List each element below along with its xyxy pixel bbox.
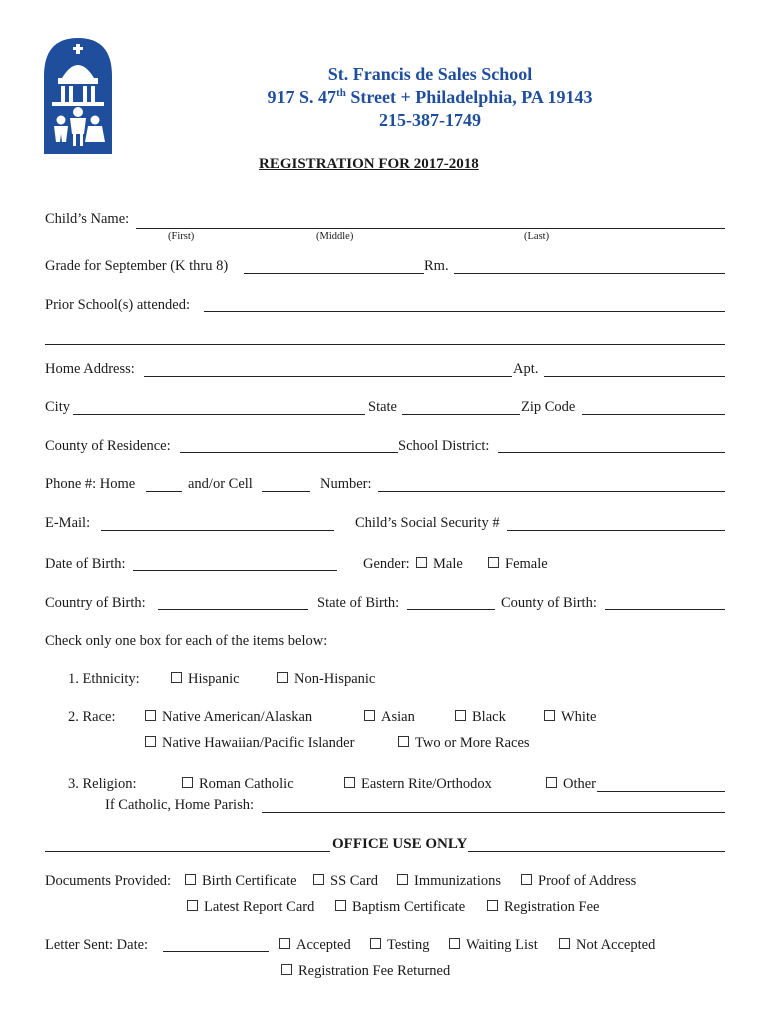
gender-label: Gender:	[363, 556, 410, 572]
school-logo-graphic	[44, 38, 112, 154]
doc-option-birth-certificate[interactable]	[185, 873, 297, 890]
non-hispanic-checkbox[interactable]	[277, 672, 288, 683]
latest-report-card-label: Latest Report Card	[204, 899, 315, 915]
birth-certificate-label: Birth Certificate	[202, 873, 297, 889]
male-checkbox[interactable]	[416, 557, 427, 568]
school-phone: 215-387-1749	[379, 110, 481, 130]
state-birth-field[interactable]	[407, 609, 495, 610]
grade-label: Grade for September (K thru 8)	[45, 258, 229, 274]
gender-female-option[interactable]	[488, 556, 548, 573]
native-hawaiian-label: Native Hawaiian/Pacific Islander	[162, 735, 355, 751]
ethnicity-option-non-hispanic[interactable]	[277, 671, 375, 688]
school-district-field[interactable]	[498, 452, 725, 453]
phone-home-field[interactable]	[146, 491, 182, 492]
address-prefix: 917 S. 47	[267, 87, 337, 107]
home-parish-field[interactable]	[262, 812, 725, 813]
birth-certificate-checkbox[interactable]	[185, 874, 196, 885]
asian-checkbox[interactable]	[364, 710, 375, 721]
letter-option-waiting-list[interactable]	[449, 937, 538, 954]
testing-checkbox[interactable]	[370, 938, 381, 949]
non-hispanic-label: Non-Hispanic	[294, 671, 376, 687]
apt-field[interactable]	[544, 376, 725, 377]
race-option-two-or-more[interactable]	[398, 735, 530, 752]
city-label: City	[45, 399, 70, 415]
roman-catholic-label: Roman Catholic	[199, 776, 294, 792]
home-address-label: Home Address:	[45, 361, 135, 377]
hispanic-checkbox[interactable]	[171, 672, 182, 683]
form-title: REGISTRATION FOR 2017-2018	[259, 156, 479, 172]
doc-option-baptism-certificate[interactable]	[335, 899, 465, 916]
first-name-caption: (First)	[168, 231, 195, 242]
country-birth-field[interactable]	[158, 609, 308, 610]
religion-option-eastern-rite[interactable]	[344, 776, 492, 793]
black-checkbox[interactable]	[455, 710, 466, 721]
two-or-more-checkbox[interactable]	[398, 736, 409, 747]
not-accepted-label: Not Accepted	[576, 937, 656, 953]
ss-card-checkbox[interactable]	[313, 874, 324, 885]
cell-field[interactable]	[262, 491, 310, 492]
latest-report-card-checkbox[interactable]	[187, 900, 198, 911]
other-label: Other	[563, 776, 597, 792]
email-label: E-Mail:	[45, 515, 91, 531]
email-field[interactable]	[101, 530, 334, 531]
two-or-more-label: Two or More Races	[415, 735, 530, 751]
gender-male-option[interactable]	[416, 556, 463, 573]
race-option-native-american[interactable]	[145, 709, 312, 726]
fee-returned-label: Registration Fee Returned	[298, 963, 451, 979]
office-divider-left	[45, 851, 330, 852]
school-address	[150, 87, 710, 108]
proof-of-address-checkbox[interactable]	[521, 874, 532, 885]
fee-returned-checkbox[interactable]	[281, 964, 292, 975]
baptism-certificate-label: Baptism Certificate	[352, 899, 466, 915]
cell-label: and/or Cell	[188, 476, 253, 492]
apt-label: Apt.	[513, 361, 539, 377]
zip-label: Zip Code	[521, 399, 576, 415]
letter-sent-label: Letter Sent: Date:	[45, 937, 149, 953]
race-option-white[interactable]	[544, 709, 596, 726]
race-option-black[interactable]	[455, 709, 506, 726]
letter-option-fee-returned[interactable]	[281, 963, 450, 980]
dob-label: Date of Birth:	[45, 556, 126, 572]
room-label: Rm.	[424, 258, 449, 274]
waiting-list-label: Waiting List	[466, 937, 538, 953]
doc-option-registration-fee[interactable]	[487, 899, 599, 916]
office-divider-right	[468, 851, 725, 852]
middle-name-caption: (Middle)	[316, 231, 354, 242]
letter-date-field[interactable]	[163, 951, 269, 952]
letter-option-accepted[interactable]	[279, 937, 351, 954]
proof-of-address-label: Proof of Address	[538, 873, 637, 889]
asian-label: Asian	[381, 709, 415, 725]
childs-name-field[interactable]	[136, 228, 725, 229]
address-superscript: th	[336, 87, 346, 99]
doc-option-latest-report-card[interactable]	[187, 899, 314, 916]
city-field[interactable]	[73, 414, 365, 415]
white-label: White	[561, 709, 597, 725]
other-checkbox[interactable]	[546, 777, 557, 788]
childs-name-label: Child’s Name:	[45, 211, 130, 227]
race-label: 2. Race:	[68, 709, 116, 725]
school-district-label: School District:	[398, 438, 490, 454]
office-use-title: OFFICE USE ONLY	[332, 836, 468, 852]
ethnicity-label: 1. Ethnicity:	[68, 671, 140, 687]
ssn-field[interactable]	[507, 530, 725, 531]
female-label: Female	[505, 556, 548, 572]
registration-fee-label: Registration Fee	[504, 899, 600, 915]
male-label: Male	[433, 556, 463, 572]
county-birth-label: County of Birth:	[501, 595, 597, 611]
dob-field[interactable]	[133, 570, 337, 571]
prior-school-field-2[interactable]	[45, 344, 725, 345]
religion-option-roman-catholic[interactable]	[182, 776, 294, 793]
accepted-checkbox[interactable]	[279, 938, 290, 949]
number-field[interactable]	[378, 491, 725, 492]
state-field[interactable]	[402, 414, 520, 415]
letter-option-not-accepted[interactable]	[559, 937, 655, 954]
religion-option-other[interactable]	[546, 776, 596, 793]
religion-label: 3. Religion:	[68, 776, 137, 792]
doc-option-proof-of-address[interactable]	[521, 873, 636, 890]
immunizations-checkbox[interactable]	[397, 874, 408, 885]
eastern-rite-label: Eastern Rite/Orthodox	[361, 776, 492, 792]
doc-option-ss-card[interactable]	[313, 873, 378, 890]
letter-option-testing[interactable]	[370, 937, 429, 954]
waiting-list-checkbox[interactable]	[449, 938, 460, 949]
county-residence-label: County of Residence:	[45, 438, 171, 454]
hispanic-label: Hispanic	[188, 671, 240, 687]
black-label: Black	[472, 709, 506, 725]
testing-label: Testing	[387, 937, 430, 953]
address-suffix: Street + Philadelphia, PA 19143	[345, 87, 593, 107]
phone-home-label: Phone #: Home	[45, 476, 136, 492]
white-checkbox[interactable]	[544, 710, 555, 721]
check-instruction: Check only one box for each of the items below:	[45, 633, 328, 649]
ss-card-label: SS Card	[330, 873, 378, 889]
roman-catholic-checkbox[interactable]	[182, 777, 193, 788]
accepted-label: Accepted	[296, 937, 351, 953]
race-option-native-hawaiian[interactable]	[145, 735, 354, 752]
native-american-checkbox[interactable]	[145, 710, 156, 721]
ssn-label: Child’s Social Security #	[355, 515, 500, 531]
female-checkbox[interactable]	[488, 557, 499, 568]
last-name-caption: (Last)	[524, 231, 550, 242]
state-label: State	[368, 399, 397, 415]
doc-option-immunizations[interactable]	[397, 873, 501, 890]
home-parish-label: If Catholic, Home Parish:	[105, 797, 255, 813]
native-hawaiian-checkbox[interactable]	[145, 736, 156, 747]
room-field[interactable]	[454, 273, 725, 274]
county-birth-field[interactable]	[605, 609, 725, 610]
native-american-label: Native American/Alaskan	[162, 709, 313, 725]
home-address-field[interactable]	[144, 376, 512, 377]
registration-fee-checkbox[interactable]	[487, 900, 498, 911]
grade-field[interactable]	[244, 273, 424, 274]
number-label: Number:	[320, 476, 372, 492]
prior-school-field[interactable]	[204, 311, 725, 312]
zip-field[interactable]	[582, 414, 725, 415]
immunizations-label: Immunizations	[414, 873, 501, 889]
country-birth-label: Country of Birth:	[45, 595, 146, 611]
prior-school-label: Prior School(s) attended:	[45, 297, 190, 313]
other-religion-field[interactable]	[597, 791, 725, 792]
documents-provided-label: Documents Provided:	[45, 873, 172, 889]
ethnicity-option-hispanic[interactable]	[171, 671, 240, 688]
baptism-certificate-checkbox[interactable]	[335, 900, 346, 911]
race-option-asian[interactable]	[364, 709, 415, 726]
school-logo	[44, 38, 112, 154]
state-birth-label: State of Birth:	[317, 595, 400, 611]
school-name: St. Francis de Sales School	[327, 64, 533, 84]
not-accepted-checkbox[interactable]	[559, 938, 570, 949]
county-residence-field[interactable]	[180, 452, 398, 453]
eastern-rite-checkbox[interactable]	[344, 777, 355, 788]
